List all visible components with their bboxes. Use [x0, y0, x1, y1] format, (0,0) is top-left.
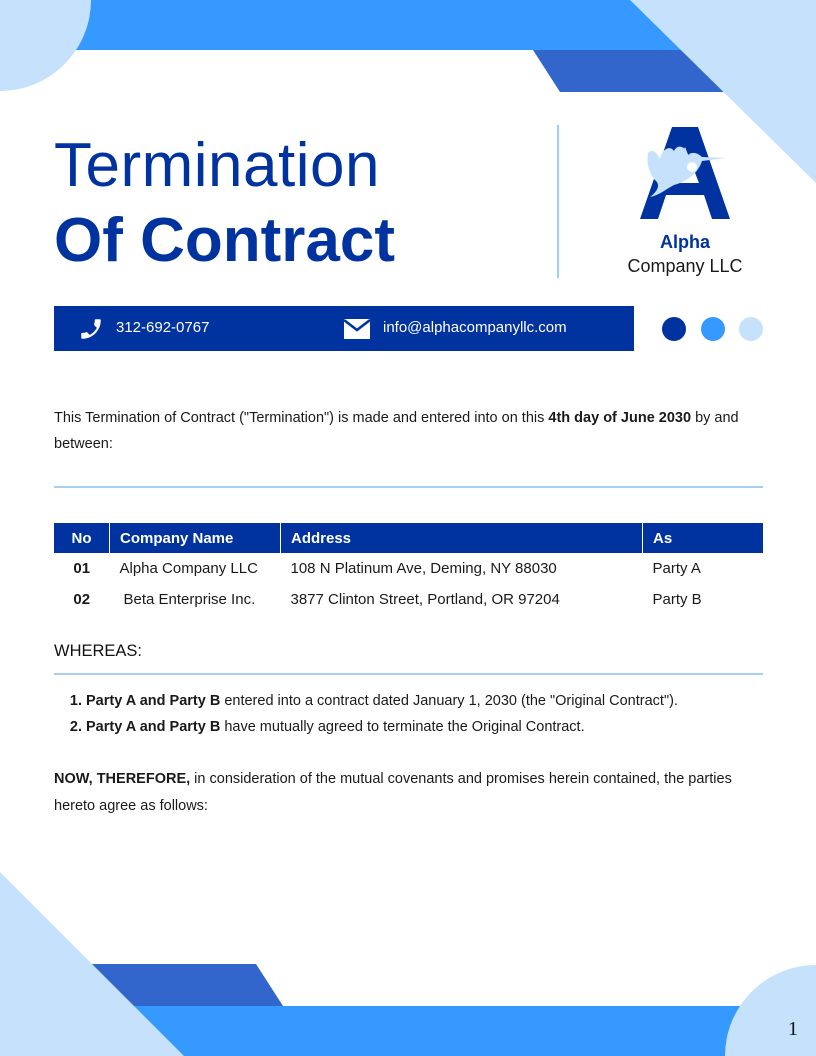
title-divider [557, 125, 559, 278]
row-address: 108 N Platinum Ave, Deming, NY 88030 [290, 560, 557, 577]
envelope-icon [344, 319, 370, 339]
therefore-text: in consideration of the mutual covenants and promises herein contained, the parties hereto agree as follows: [54, 771, 732, 814]
therefore-paragraph [54, 766, 764, 820]
table-header-row [54, 523, 763, 553]
table-row [54, 584, 763, 615]
column-header-as: As [643, 523, 764, 553]
list-item [86, 714, 796, 740]
table-row [54, 553, 763, 584]
intro-paragraph [54, 405, 764, 457]
whereas-divider [54, 673, 763, 675]
list-item-text: entered into a contract dated January 1, 2030 (the "Original Contract"). [220, 693, 678, 709]
row-no: 01 [73, 560, 91, 577]
decorative-dot-mid [701, 317, 725, 341]
row-address: 3877 Clinton Street, Portland, OR 97204 [290, 591, 560, 608]
list-item-text: have mutually agreed to terminate the Original Contract. [220, 719, 585, 735]
column-header-no: No [54, 523, 110, 553]
whereas-heading: WHEREAS: [54, 642, 143, 660]
whereas-list [54, 688, 796, 740]
list-item [86, 688, 796, 714]
footer-corner-quarter-circle [725, 965, 816, 1056]
list-item-bold: Party A and Party B [86, 693, 221, 709]
list-item-bold: Party A and Party B [86, 719, 221, 735]
column-header-company: Company Name [110, 523, 281, 553]
email-address[interactable]: info@alphacompanyllc.com [383, 319, 567, 336]
section-divider [54, 486, 763, 488]
row-role: Party A [652, 560, 701, 577]
header-corner-quarter-circle [0, 0, 91, 91]
brand-name-line-1: Alpha [659, 232, 710, 252]
phone-number[interactable]: 312-692-0767 [116, 319, 210, 336]
parties-table [54, 523, 763, 615]
title-line-2: Of Contract [54, 206, 395, 275]
row-role: Party B [652, 591, 702, 608]
company-logo [640, 125, 730, 221]
page-number: 1 [788, 1018, 798, 1040]
title-line-1: Termination [54, 131, 380, 200]
effective-date: 4th day of June 2030 [548, 410, 692, 426]
contact-bar [54, 306, 634, 351]
therefore-bold: NOW, THEREFORE, [54, 771, 191, 787]
row-company: Beta Enterprise Inc. [123, 591, 256, 608]
intro-text: This Termination of Contract ("Termination") is made and entered into on this [54, 410, 549, 426]
intro-text-end: by and between: [54, 410, 739, 452]
alpha-bird-logo-icon [640, 125, 730, 221]
decorative-dot-dark [662, 317, 686, 341]
phone-icon [78, 316, 104, 342]
row-no: 02 [73, 591, 91, 608]
brand-name-line-2: Company LLC [627, 256, 743, 276]
row-company: Alpha Company LLC [119, 560, 258, 577]
column-header-address: Address [281, 523, 643, 553]
decorative-dot-light [739, 317, 763, 341]
